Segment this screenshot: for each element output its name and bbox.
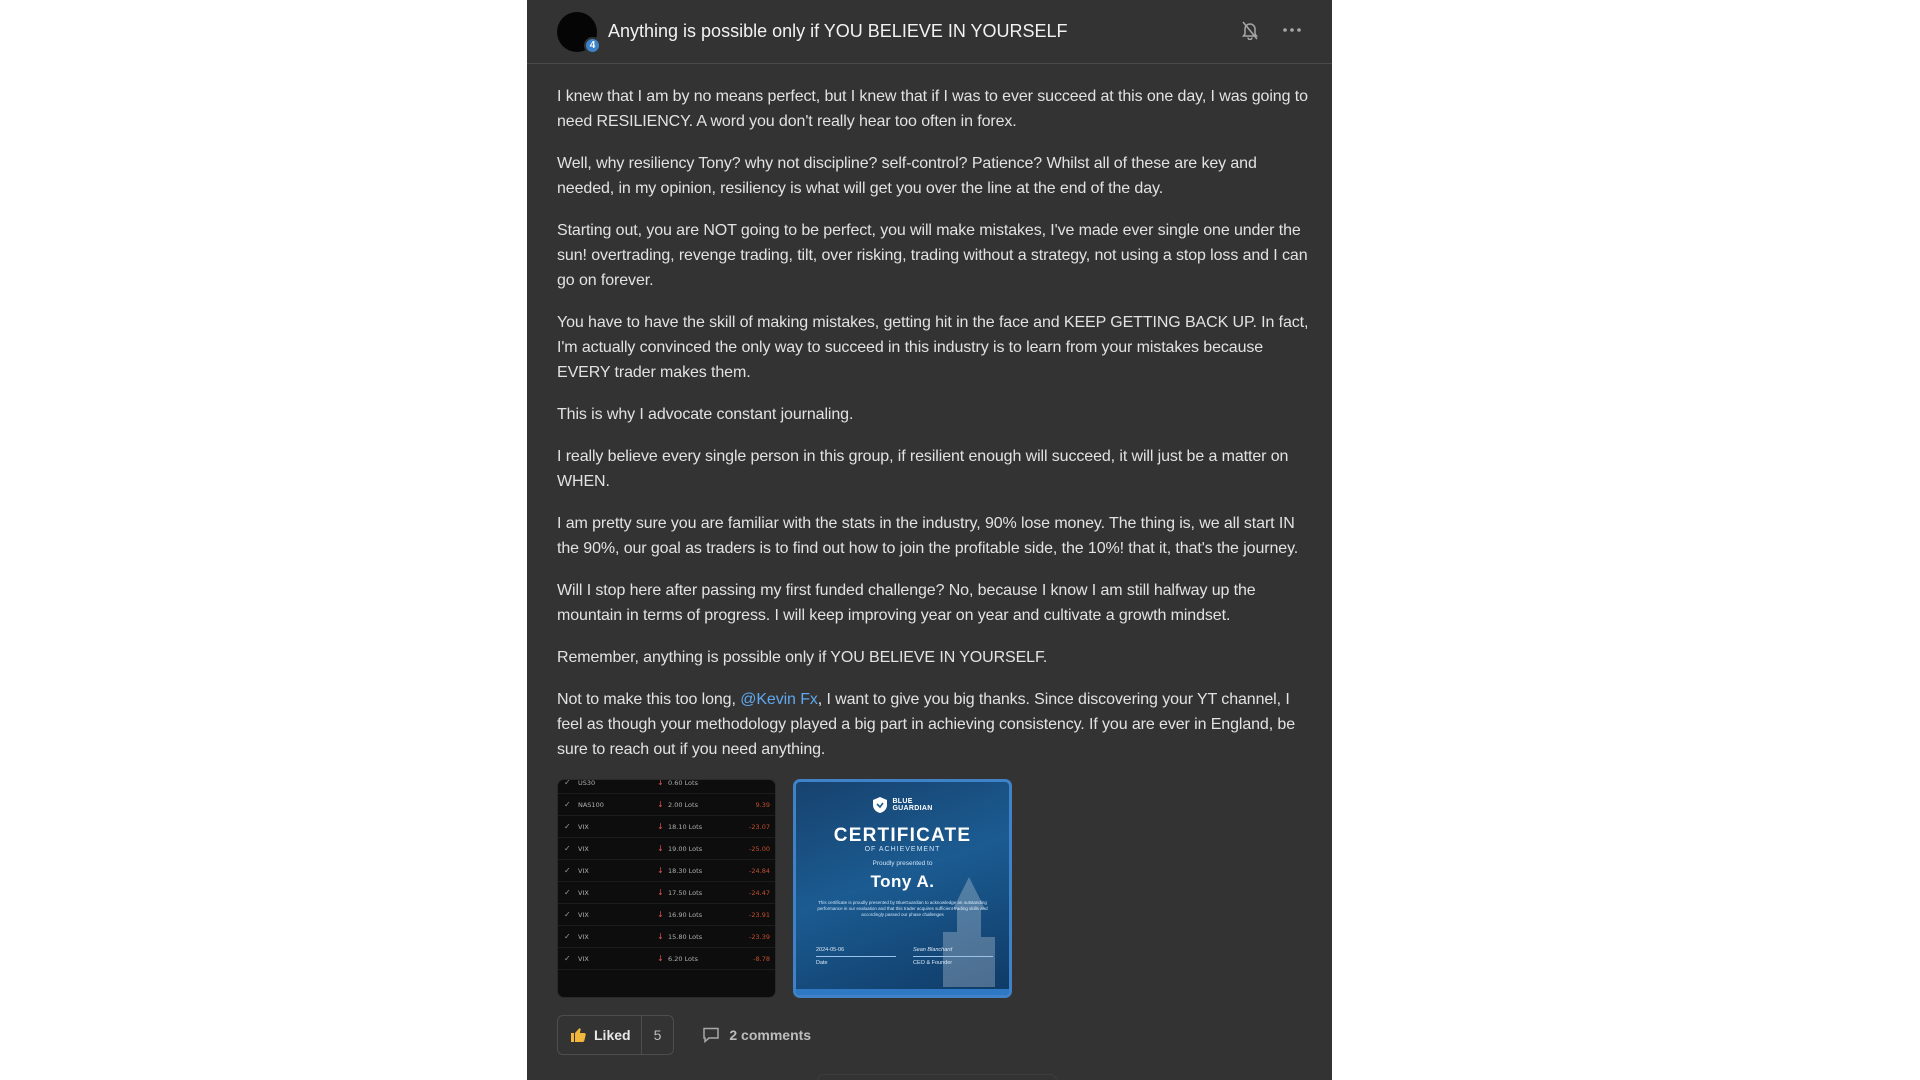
level-badge: 4 [584, 37, 601, 54]
trade-pnl: 9.39 [755, 800, 770, 809]
trade-lots: 0.60 Lots [668, 779, 698, 787]
post-paragraph: I really believe every single person in this group, if resilient enough will succeed, it will just be a matter on WHEN. [557, 448, 1289, 490]
trade-lots: 2.00 Lots [668, 800, 698, 809]
trade-pnl: -24.84 [749, 866, 770, 875]
trade-symbol: US30 [578, 779, 596, 787]
trade-lots: 17.50 Lots [668, 888, 703, 897]
trade-pnl: -23.91 [749, 910, 770, 919]
trade-symbol: VIX [578, 888, 589, 897]
arrow-down-icon: ↓ [657, 866, 664, 875]
arrow-down-icon: ↓ [657, 779, 664, 787]
post-paragraph: I knew that I am by no means perfect, but I knew that if I was to ever succeed at this one day, I was going to need RESILIENCY. A word you don't really hear too often in forex. [557, 88, 1308, 130]
cert-signer-label: CEO & Founder [913, 960, 953, 966]
thumbs-up-icon [571, 1028, 586, 1042]
cert-subtitle: OF ACHIEVEMENT [864, 846, 941, 853]
trade-row [558, 882, 775, 904]
cert-logo-line1: BLUE [892, 798, 913, 805]
trade-lots: 6.20 Lots [668, 954, 698, 963]
post-paragraph: Starting out, you are NOT going to be perfect, you will make mistakes, I've made ever single one under the sun! overtrading, revenge trading, tilt, over risking, trading without a strategy, not using a stop loss and I can go on forever. [557, 222, 1308, 289]
trade-row [558, 948, 775, 970]
trade-lots: 15.80 Lots [668, 932, 703, 941]
trade-row [558, 816, 775, 838]
cert-title: CERTIFICATE [833, 825, 972, 846]
trade-symbol: VIX [578, 910, 589, 919]
arrow-down-icon: ↓ [657, 888, 664, 897]
cert-logo [796, 796, 1009, 814]
cert-date: 2024-05-06 [816, 947, 845, 953]
check-icon: ✓ [564, 910, 571, 919]
comments-label: 2 comments [729, 1027, 812, 1043]
cert-presented: Proudly presented to [872, 860, 933, 867]
cert-signature: Sean Blanchard [913, 947, 953, 953]
post-body [527, 64, 1332, 1055]
cert-bottom-bar [796, 989, 1009, 995]
trade-row [558, 860, 775, 882]
arrow-down-icon: ↓ [657, 954, 664, 963]
trade-lots: 16.90 Lots [668, 910, 703, 919]
mention-link[interactable]: @Kevin Fx [740, 691, 818, 708]
post-actions [557, 1015, 1318, 1055]
like-label: Liked [594, 1027, 631, 1043]
certificate-image-thumbnail[interactable] [793, 779, 1012, 998]
cert-date-label: Date [816, 960, 828, 966]
arrow-down-icon: ↓ [657, 844, 664, 853]
trade-lots: 18.30 Lots [668, 866, 703, 875]
trade-symbol: VIX [578, 822, 589, 831]
check-icon: ✓ [564, 866, 571, 875]
comments-button[interactable] [702, 1027, 811, 1043]
arrow-down-icon: ↓ [657, 800, 664, 809]
post-paragraph: Well, why resiliency Tony? why not discipline? self-control? Patience? Whilst all of these are key and needed, in my opinion, resiliency is what will get you over the line at the end of the day. [557, 155, 1257, 197]
header-actions [1240, 18, 1302, 42]
check-icon: ✓ [564, 844, 571, 853]
post-header [527, 0, 1332, 64]
bottom-pill [817, 1074, 1057, 1080]
cert-description: This certificate is proudly presented by BlueGuardian to acknowledge an outstanding performance in our evaluation and that this trader acquires sufficient trading skills and accordingly passed our phase challenges [817, 900, 988, 917]
arrow-down-icon: ↓ [657, 910, 664, 919]
cert-footer [816, 947, 993, 966]
trades-image-thumbnail[interactable] [557, 779, 776, 998]
closing-text-after: , I want to give you big thanks. Since discovering your YT channel, I feel as though your methodology played a big part in achieving consistency. If you are ever in England, be sure to reach out if you need anything. [557, 691, 1296, 758]
check-icon: ✓ [564, 888, 571, 897]
author-avatar-wrap[interactable] [557, 12, 597, 52]
trade-pnl: -8.78 [753, 954, 770, 963]
check-icon: ✓ [564, 932, 571, 941]
trade-pnl: -25.00 [749, 844, 770, 853]
post-title: Anything is possible only if YOU BELIEVE IN YOURSELF [608, 21, 1068, 41]
castle-icon [939, 877, 999, 987]
check-icon: ✓ [564, 822, 571, 831]
post-paragraphs [557, 84, 1318, 670]
trade-symbol: VIX [578, 866, 589, 875]
trade-lots: 19.00 Lots [668, 844, 703, 853]
trade-symbol: VIX [578, 954, 589, 963]
cert-logo-line2: GUARDIAN [892, 805, 933, 812]
like-group [557, 1015, 674, 1055]
more-icon[interactable] [1282, 18, 1302, 42]
post-card [527, 0, 1332, 1080]
attachments [557, 779, 1318, 998]
like-count[interactable]: 5 [653, 1027, 662, 1043]
trade-pnl: -23.39 [749, 932, 770, 941]
bell-icon[interactable] [1240, 18, 1260, 42]
comment-icon [702, 1027, 720, 1043]
trade-lots: 18.10 Lots [668, 822, 703, 831]
cert-recipient-name: Tony A. [870, 872, 935, 891]
trade-pnl: -24.47 [749, 888, 770, 897]
post-paragraph: Remember, anything is possible only if YOU BELIEVE IN YOURSELF. [557, 649, 1048, 666]
post-paragraph: You have to have the skill of making mistakes, getting hit in the face and KEEP GETTING BACK UP. In fact, I'm actually convinced the only way to succeed in this industry is to learn from your mistakes because EVERY trader makes them. [557, 314, 1309, 381]
closing-text-before: Not to make this too long, [557, 691, 741, 708]
shield-icon [872, 796, 888, 814]
arrow-down-icon: ↓ [657, 822, 664, 831]
trade-pnl: -23.07 [749, 822, 770, 831]
post-paragraph: This is why I advocate constant journaling. [557, 406, 854, 423]
trade-row [558, 794, 775, 816]
post-paragraph-closing [557, 687, 1318, 762]
check-icon: ✓ [564, 954, 571, 963]
arrow-down-icon: ↓ [657, 932, 664, 941]
trade-row [558, 838, 775, 860]
post-paragraph: Will I stop here after passing my first funded challenge? No, because I know I am still halfway up the mountain in terms of progress. I will keep improving year on year and cultivate a growth mindset. [557, 582, 1256, 624]
check-icon: ✓ [564, 800, 571, 809]
trade-symbol: VIX [578, 932, 589, 941]
post-paragraph: I am pretty sure you are familiar with the stats in the industry, 90% lose money. The thing is, we all start IN the 90%, our goal as traders is to find out how to join the profitable side, the 10%! that it, that's the journey. [557, 515, 1299, 557]
trade-symbol: NAS100 [578, 800, 604, 809]
like-button[interactable] [558, 1016, 642, 1054]
trade-symbol: VIX [578, 844, 589, 853]
trade-row [558, 779, 775, 794]
trade-row [558, 926, 775, 948]
trade-row [558, 904, 775, 926]
check-icon: ✓ [564, 779, 571, 787]
